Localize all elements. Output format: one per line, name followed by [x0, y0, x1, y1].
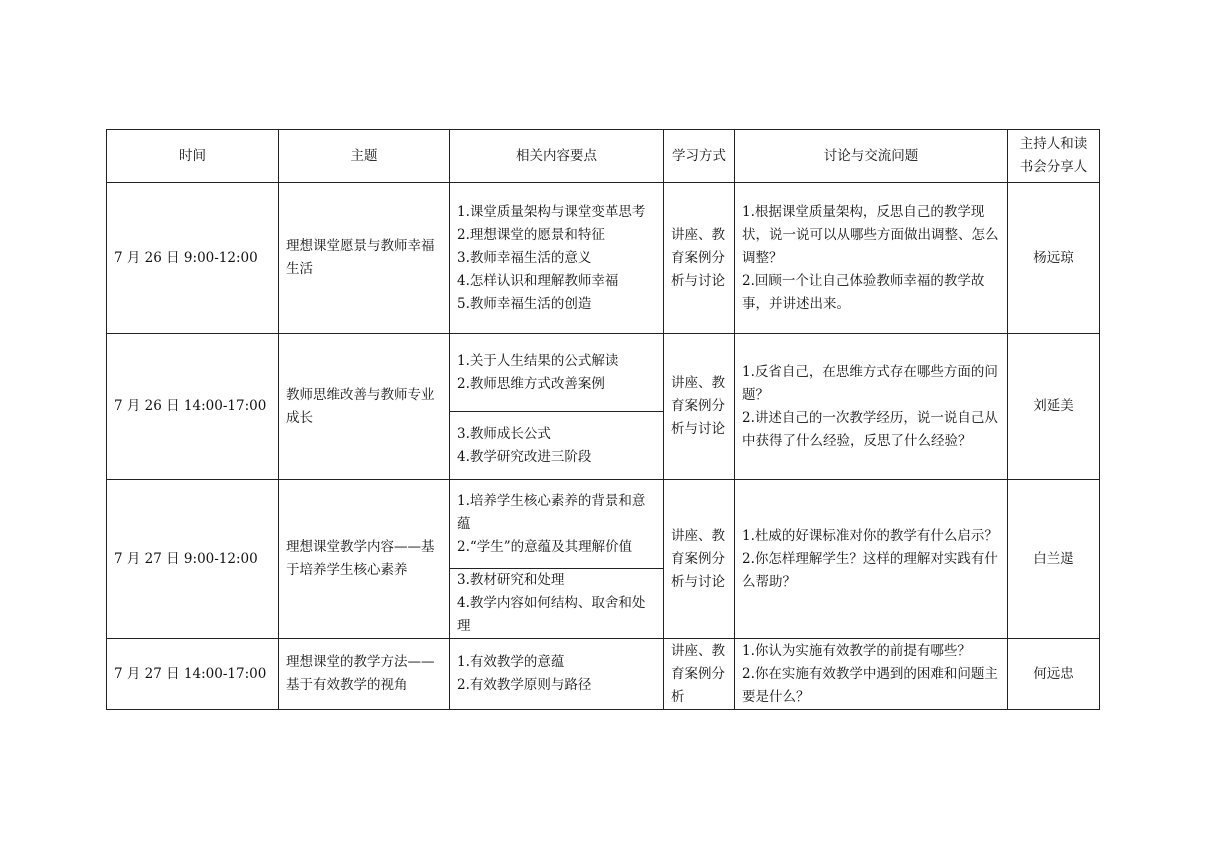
discussion-cell [735, 480, 1008, 639]
method-cell: 讲座、教育案例分析与讨论 [664, 183, 735, 334]
host-cell: 杨远琼 [1008, 183, 1100, 334]
topic-cell: 理想课堂教学内容——基于培养学生核心素养 [279, 480, 450, 639]
content-cell [450, 569, 664, 639]
discussion-item: 1.根据课堂质量架构，反思自己的教学现状，说一说可以从哪些方面做出调整、怎么调整？ [742, 203, 999, 266]
header-method: 学习方式 [664, 130, 735, 183]
host-cell: 白兰遈 [1008, 480, 1100, 639]
discussion-item: 2.你怎样理解学生？这样的理解对实践有什么帮助？ [742, 550, 998, 590]
discussion-item: 1.你认为实施有效教学的前提有哪些？ [742, 642, 971, 659]
content-item: 4.怎样认识和理解教师幸福 [457, 272, 619, 289]
time-cell: 7 月 26 日 14:00-17:00 [107, 334, 279, 480]
content-item: 2.教师思维方式改善案例 [457, 375, 605, 392]
discussion-item: 2.讲述自己的一次教学经历，说一说自己从中获得了什么经验，反思了什么经验？ [742, 409, 998, 449]
header-time: 时间 [107, 130, 279, 183]
host-cell: 刘延美 [1008, 334, 1100, 480]
content-item: 2.理想课堂的愿景和特征 [457, 226, 605, 243]
content-item: 1.关于人生结果的公式解读 [457, 352, 619, 369]
header-host: 主持人和读书会分享人 [1008, 130, 1100, 183]
method-cell: 讲座、教育案例分析 [664, 639, 735, 710]
content-cell [450, 480, 664, 569]
header-row [107, 130, 1100, 183]
content-item: 2.有效教学原则与路径 [457, 677, 592, 693]
header-discussion: 讨论与交流问题 [735, 130, 1008, 183]
table-row [107, 480, 1100, 569]
topic-cell: 理想课堂的教学方法——基于有效教学的视角 [279, 639, 450, 710]
content-item: 4.教学内容如何结构、取舍和处理 [457, 595, 646, 634]
host-cell: 何远忠 [1008, 639, 1100, 710]
time-cell: 7 月 27 日 14:00-17:00 [107, 639, 279, 710]
content-item: 3.教师成长公式 [457, 425, 551, 442]
content-cell [450, 412, 664, 480]
method-cell: 讲座、教育案例分析与讨论 [664, 334, 735, 480]
content-cell [450, 639, 664, 710]
content-item: 1.培养学生核心素养的背景和意蕴 [457, 492, 646, 532]
discussion-item: 2.你在实施有效教学中遇到的困难和问题主要是什么？ [742, 665, 998, 705]
content-cell [450, 334, 664, 412]
content-item: 4.教学研究改进三阶段 [457, 448, 592, 465]
topic-cell: 理想课堂愿景与教师幸福生活 [279, 183, 450, 334]
content-cell [450, 183, 664, 334]
table-row [107, 639, 1100, 710]
header-topic: 主题 [279, 130, 450, 183]
content-item: 3.教师幸福生活的意义 [457, 249, 592, 266]
discussion-item: 2.回顾一个让自己体验教师幸福的教学故事，并讲述出来。 [742, 272, 985, 312]
schedule-table [106, 129, 1100, 710]
topic-cell: 教师思维改善与教师专业成长 [279, 334, 450, 480]
table-row [107, 334, 1100, 412]
content-item: 1.有效教学的意蕴 [457, 654, 565, 670]
method-cell: 讲座、教育案例分析与讨论 [664, 480, 735, 639]
discussion-cell [735, 639, 1008, 710]
discussion-cell [735, 334, 1008, 480]
content-item: 3.教材研究和处理 [457, 572, 565, 588]
discussion-cell [735, 183, 1008, 334]
table-row [107, 183, 1100, 334]
header-content: 相关内容要点 [450, 130, 664, 183]
discussion-item: 1.杜威的好课标准对你的教学有什么启示？ [742, 527, 998, 544]
content-item: 2.“学生”的意蕴及其理解价值 [457, 538, 633, 555]
time-cell: 7 月 27 日 9:00-12:00 [107, 480, 279, 639]
time-cell: 7 月 26 日 9:00-12:00 [107, 183, 279, 334]
discussion-item: 1.反省自己，在思维方式存在哪些方面的问题？ [742, 363, 998, 403]
content-item: 5.教师幸福生活的创造 [457, 295, 592, 312]
content-item: 1.课堂质量架构与课堂变革思考 [457, 203, 646, 220]
